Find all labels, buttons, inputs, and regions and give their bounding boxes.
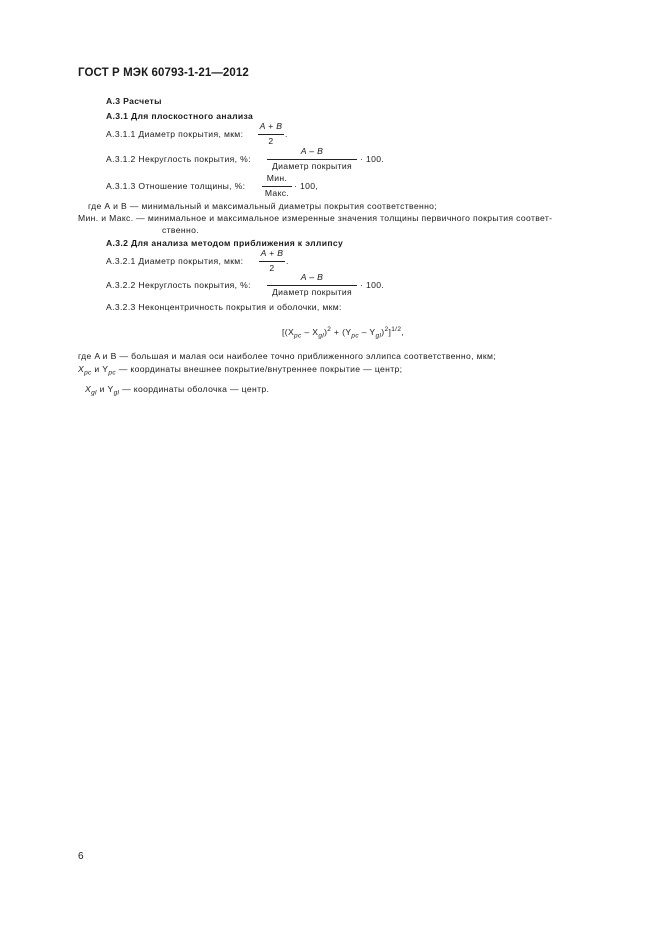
formula-sub: gl — [375, 332, 382, 340]
section-title-a3: А.3 Расчеты — [106, 96, 162, 106]
var-sub: gl — [113, 389, 120, 397]
fraction-a313 — [262, 173, 292, 201]
formula-sup: 1/2 — [391, 326, 402, 333]
where-line-1: где А и В — минимальный и максимальный диаметры покрытия соответственно; — [88, 201, 438, 211]
denominator: Диаметр покрытия — [271, 287, 353, 297]
var: X — [85, 384, 92, 394]
text: — координаты оболочка — центр. — [119, 384, 270, 394]
formula-suffix-a322: · 100. — [360, 280, 385, 290]
where2-line-1: где A и B — большая и малая оси наиболее точно приближенного эллипса соответственно, мкм; — [78, 351, 496, 361]
fraction-bar — [262, 186, 292, 187]
denominator: 2 — [269, 263, 275, 273]
formula-sup: 2 — [327, 326, 332, 333]
where2-line-2 — [78, 364, 402, 377]
formula-sub: pc — [351, 332, 359, 340]
formula-label-a313: А.3.1.3 Отношение толщины, %: — [106, 181, 246, 191]
formula-suffix-a312: · 100. — [360, 154, 385, 164]
page-number: 6 — [78, 851, 84, 862]
formula-part: – X — [301, 326, 319, 337]
where-line-3: ственно. — [162, 225, 199, 235]
text: и Y — [96, 384, 114, 394]
fraction-a322 — [267, 272, 357, 300]
denominator: 2 — [268, 136, 274, 146]
formula-part: + (Y — [331, 326, 352, 337]
section-title-a32: А.3.2 Для анализа методом приближения к эллипсу — [106, 238, 344, 248]
formula-part: , — [401, 326, 405, 337]
formula-sub: gl — [318, 332, 325, 340]
fraction-bar — [267, 285, 357, 286]
where2-line-3 — [85, 384, 269, 397]
var: X — [78, 364, 85, 374]
formula-part: [(X — [282, 326, 295, 337]
section-title-a31: А.3.1 Для плоскостного анализа — [106, 111, 254, 121]
fraction-bar — [258, 134, 284, 135]
fraction-bar — [267, 159, 357, 160]
formula-part: ) — [324, 326, 328, 337]
formula-label-a312: А.3.1.2 Некруглость покрытия, %: — [106, 154, 251, 164]
formula-label-a311: А.3.1.1 Диаметр покрытия, мкм: — [106, 129, 244, 139]
text: и Y — [91, 364, 109, 374]
formula-suffix-a311: . — [285, 129, 288, 139]
numerator: A + B — [259, 121, 283, 131]
eccentricity-formula — [282, 326, 404, 340]
var-sub: pc — [108, 369, 116, 377]
formula-part: ] — [388, 326, 392, 337]
numerator: Мин. — [266, 173, 288, 183]
denominator: Диаметр покрытия — [271, 161, 353, 171]
where-line-2: Мин. и Макс. — минимальное и максимальное измеренные значения толщины первичного покрытия соответ- — [78, 213, 553, 223]
fraction-bar — [259, 261, 285, 262]
denominator: Макс. — [264, 188, 290, 198]
formula-part: ) — [381, 326, 385, 337]
formula-suffix-a313: · 100, — [294, 181, 319, 191]
numerator: A – B — [300, 146, 324, 156]
formula-sup: 2 — [384, 326, 389, 333]
formula-label-a321: А.3.2.1 Диаметр покрытия, мкм: — [106, 256, 244, 266]
formula-sub: pc — [294, 332, 302, 340]
formula-label-a323: А.3.2.3 Неконцентричность покрытия и оболочки, мкм: — [106, 302, 342, 312]
numerator: A – B — [300, 272, 324, 282]
formula-part: – Y — [358, 326, 376, 337]
var-sub: gl — [91, 389, 97, 397]
fraction-a312 — [267, 146, 357, 174]
formula-suffix-a321: . — [286, 256, 289, 266]
text: — координаты внешнее покрытие/внутреннее покрытие — центр; — [115, 364, 403, 374]
numerator: A + B — [260, 248, 284, 258]
formula-label-a322: А.3.2.2 Некруглость покрытия, %: — [106, 280, 251, 290]
document-header: ГОСТ Р МЭК 60793-1-21—2012 — [78, 67, 249, 79]
fraction-a311 — [258, 121, 284, 149]
var-sub: pc — [84, 369, 92, 377]
